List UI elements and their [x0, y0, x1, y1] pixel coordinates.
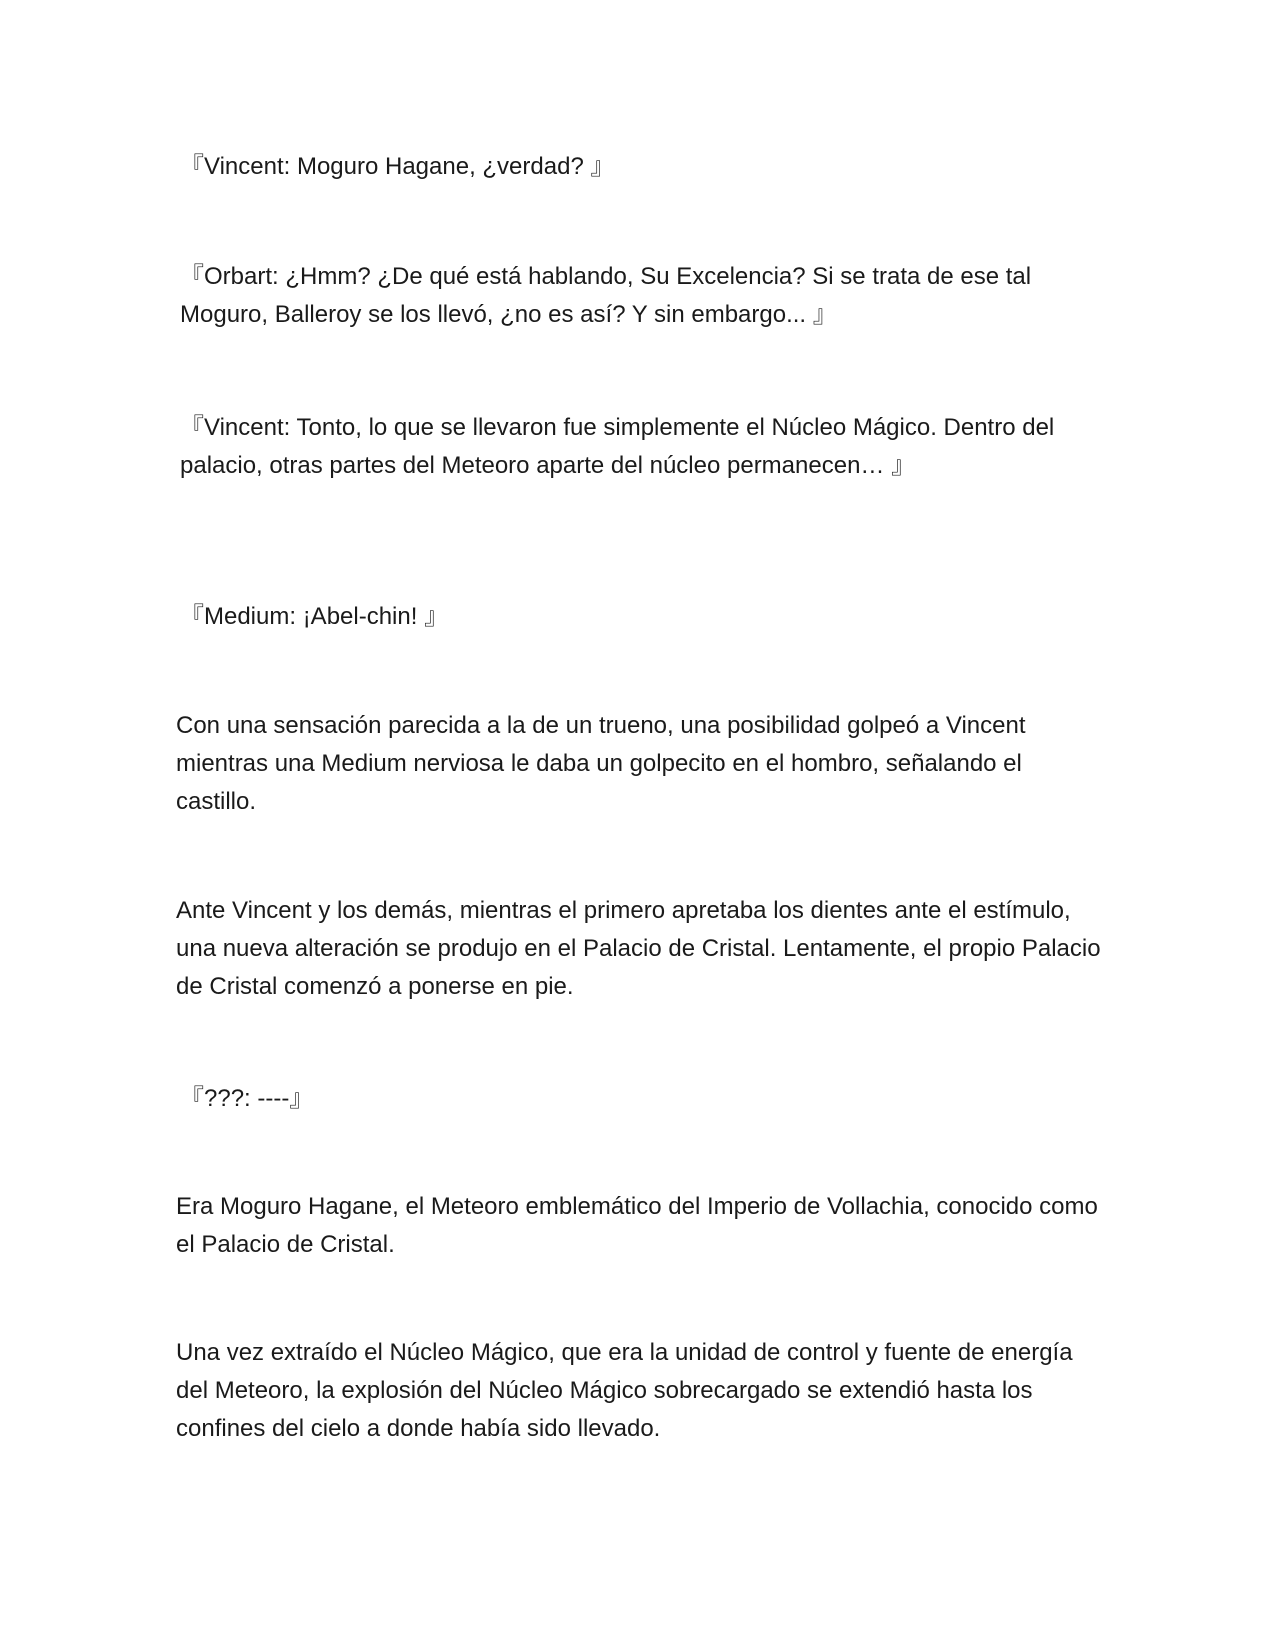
dialogue-orbart: 『Orbart: ¿Hmm? ¿De qué está hablando, Su Excelencia? Si se trata de ese tal Moguro, Balleroy se los llevó, ¿no es así? Y sin embargo... 』 — [180, 263, 1032, 328]
narration-paragraph-3: Era Moguro Hagane, el Meteoro emblemático del Imperio de Vollachia, conocido como el Palacio de Cristal. — [176, 1193, 1098, 1258]
dialogue-unknown: 『???: ----』 — [180, 1085, 314, 1112]
narration-paragraph-4: Una vez extraído el Núcleo Mágico, que era la unidad de control y fuente de energía del Meteoro, la explosión del Núcleo Mágico sobrecargado se extendió hasta los confines del cielo a donde había sido llevado. — [176, 1339, 1073, 1442]
dialogue-vincent-1: 『Vincent: Moguro Hagane, ¿verdad? 』 — [180, 153, 615, 180]
dialogue-vincent-2: 『Vincent: Tonto, lo que se llevaron fue simplemente el Núcleo Mágico. Dentro del palacio, otras partes del Meteoro aparte del núcleo permanecen… 』 — [180, 414, 1055, 479]
dialogue-medium: 『Medium: ¡Abel-chin! 』 — [180, 603, 449, 630]
narration-paragraph-2: Ante Vincent y los demás, mientras el primero apretaba los dientes ante el estímulo, una nueva alteración se produjo en el Palacio de Cristal. Lentamente, el propio Palacio de Cristal comenzó a ponerse en pie. — [176, 897, 1101, 1000]
narration-paragraph-1: Con una sensación parecida a la de un trueno, una posibilidad golpeó a Vincent mientras una Medium nerviosa le daba un golpecito en el hombro, señalando el castillo. — [176, 712, 1026, 815]
